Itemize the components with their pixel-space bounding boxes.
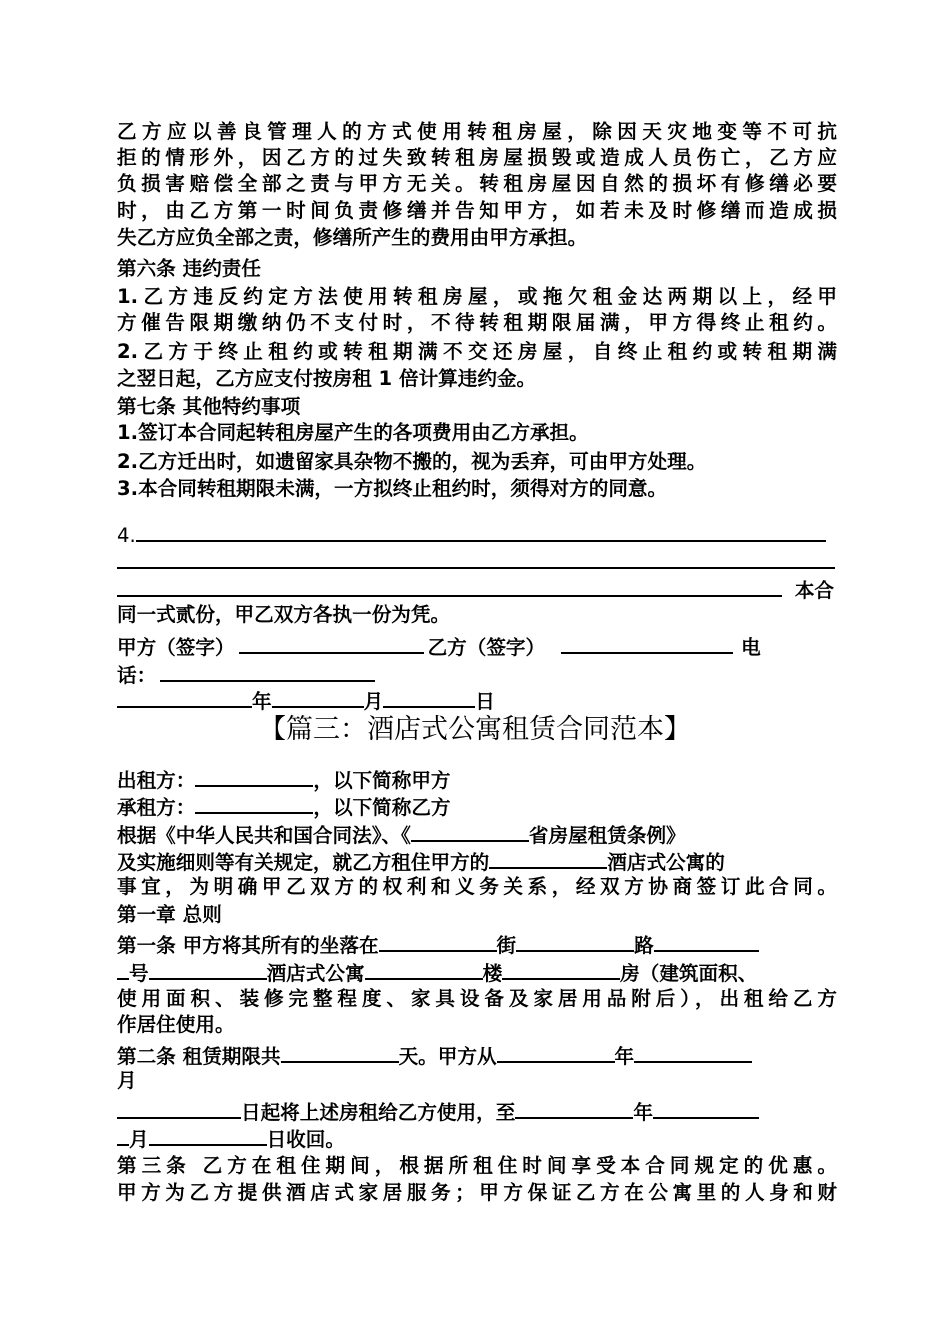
clause-line: 2.乙方迁出时，如遗留家具杂物不搬的，视为丢弃，可由甲方处理。	[117, 450, 707, 473]
article-2-line	[117, 1124, 837, 1153]
copies-tail: 本合	[794, 579, 835, 602]
fill-blank	[411, 820, 529, 842]
text: 日起将上述房租给乙方使用，至	[241, 1101, 516, 1124]
clause-line: 1.签订本合同起转租房屋产生的各项费用由乙方承担。	[117, 421, 589, 444]
fill-blank	[195, 765, 313, 787]
paragraph-line: 负损害赔偿全部之责与甲方无关。转租房屋因自然的损坏有修缮必要	[117, 172, 837, 195]
text: 省房屋租赁条例》	[528, 824, 686, 847]
fill-blank	[160, 660, 375, 682]
chapter-heading: 第一章 总则	[117, 903, 222, 926]
article-1-line	[117, 958, 837, 987]
fill-blank	[117, 686, 252, 708]
fill-blank	[149, 958, 267, 980]
clause-line: 1.乙方违反约定方法使用转租房屋，或拖欠租金达两期以上，经甲	[117, 285, 837, 308]
party-b-signature-label: 乙方（签字）	[427, 636, 546, 659]
text: 路	[634, 934, 654, 957]
lessee-note: ，以下简称乙方	[313, 796, 451, 819]
fill-blank	[117, 575, 782, 597]
text: 楼	[482, 962, 503, 985]
fill-blank	[502, 958, 620, 980]
clause-number: 4.	[117, 524, 136, 547]
text: 街	[496, 934, 517, 957]
paragraph-line: 失乙方应负全部之责，修缮所产生的费用由甲方承担。	[117, 226, 588, 249]
text: 号	[129, 962, 149, 985]
fill-blank	[195, 792, 313, 814]
text: 房（建筑面积、	[620, 962, 758, 985]
signature-line	[117, 632, 837, 661]
fill-blank	[239, 632, 424, 654]
text: 年	[614, 1045, 635, 1068]
fill-blank	[149, 1124, 267, 1146]
date-line	[117, 686, 837, 715]
article-3-line: 甲方为乙方提供酒店式家居服务；甲方保证乙方在公寓里的人身和财	[117, 1181, 837, 1204]
lessor-line	[117, 765, 837, 794]
text: 酒店式公寓的	[607, 851, 725, 874]
fill-blank	[136, 520, 826, 542]
text: 根据《中华人民共和国合同法》、《	[117, 824, 411, 847]
clause-line: 3.本合同转租期限未满，一方拟终止租约时，须得对方的同意。	[117, 477, 668, 500]
article-2-line: 月	[117, 1069, 137, 1092]
text: 天。甲方从	[398, 1045, 497, 1068]
basis-line	[117, 820, 837, 849]
year-label: 年	[252, 690, 272, 713]
clause-blank-line	[117, 520, 837, 549]
fill-blank	[379, 930, 497, 952]
text: 第二条 租赁期限共	[117, 1045, 281, 1068]
basis-line: 事宜，为明确甲乙双方的权利和义务关系，经双方协商签订此合同。	[117, 875, 837, 898]
article-3-line: 第三条 乙方在租住期间，根据所租住时间享受本合同规定的优惠。	[117, 1154, 837, 1177]
text: 酒店式公寓	[266, 962, 365, 985]
party-a-signature-label: 甲方（签字）	[117, 636, 235, 659]
fill-blank	[272, 686, 364, 708]
phone-line	[117, 660, 837, 689]
clause-line: 之翌日起，乙方应支付按房租 1 倍计算违约金。	[117, 367, 537, 390]
clause-line: 2.乙方于终止租约或转租期满不交还房屋，自终止租约或转租期满	[117, 340, 837, 363]
text: 第一条 甲方将其所有的坐落在	[117, 934, 379, 957]
month-label: 月	[363, 690, 384, 713]
text: 月	[129, 1128, 149, 1151]
fill-blank	[117, 1097, 241, 1119]
fill-blank	[653, 1097, 759, 1119]
article-2-line	[117, 1041, 837, 1070]
text: 及实施细则等有关规定，就乙方租住甲方的	[117, 851, 490, 874]
fill-blank	[365, 958, 483, 980]
paragraph-line: 拒的情形外，因乙方的过失致转租房屋损毁或造成人员伤亡，乙方应	[117, 146, 837, 169]
lessee-line	[117, 792, 837, 821]
article-1-line: 作居住使用。	[117, 1013, 235, 1036]
lessor-note: ，以下简称甲方	[313, 769, 451, 792]
fill-blank-line	[117, 567, 835, 569]
fill-blank	[281, 1041, 399, 1063]
paragraph-line: 乙方应以善良管理人的方式使用转租房屋，除因天灾地变等不可抗	[117, 120, 837, 143]
fill-blank	[489, 847, 607, 869]
copies-text: 同一式贰份，甲乙双方各执一份为凭。	[117, 603, 451, 626]
paragraph-line: 时，由乙方第一时间负责修缮并告知甲方，如若未及时修缮而造成损	[117, 199, 837, 222]
article-heading: 第七条 其他特约事项	[117, 395, 301, 418]
text: 年	[633, 1101, 653, 1124]
fill-blank	[561, 632, 733, 654]
day-label: 日	[475, 690, 495, 713]
section-title: 【篇三：酒店式公寓租赁合同范本】	[259, 714, 691, 745]
lessor-label: 出租方：	[117, 769, 196, 792]
phone-label-end: 话：	[117, 664, 157, 687]
article-1-line	[117, 930, 837, 959]
article-1-line: 使用面积、装修完整程度、家具设备及家居用品附后），出租给乙方	[117, 987, 837, 1010]
copies-line	[117, 575, 837, 604]
fill-blank	[634, 1041, 752, 1063]
fill-blank	[515, 1097, 633, 1119]
article-heading: 第六条 违约责任	[117, 257, 261, 280]
fill-blank	[516, 930, 634, 952]
clause-line: 方催告限期缴纳仍不支付时，不待转租期限届满，甲方得终止租约。	[117, 311, 837, 334]
text: 日收回。	[266, 1128, 345, 1151]
fill-blank	[117, 1124, 129, 1146]
phone-label-start: 电	[741, 636, 761, 659]
fill-blank	[117, 958, 129, 980]
article-2-line	[117, 1097, 837, 1126]
fill-blank	[497, 1041, 615, 1063]
basis-line	[117, 847, 837, 876]
lessee-label: 承租方：	[117, 796, 196, 819]
fill-blank	[654, 930, 759, 952]
fill-blank	[383, 686, 475, 708]
